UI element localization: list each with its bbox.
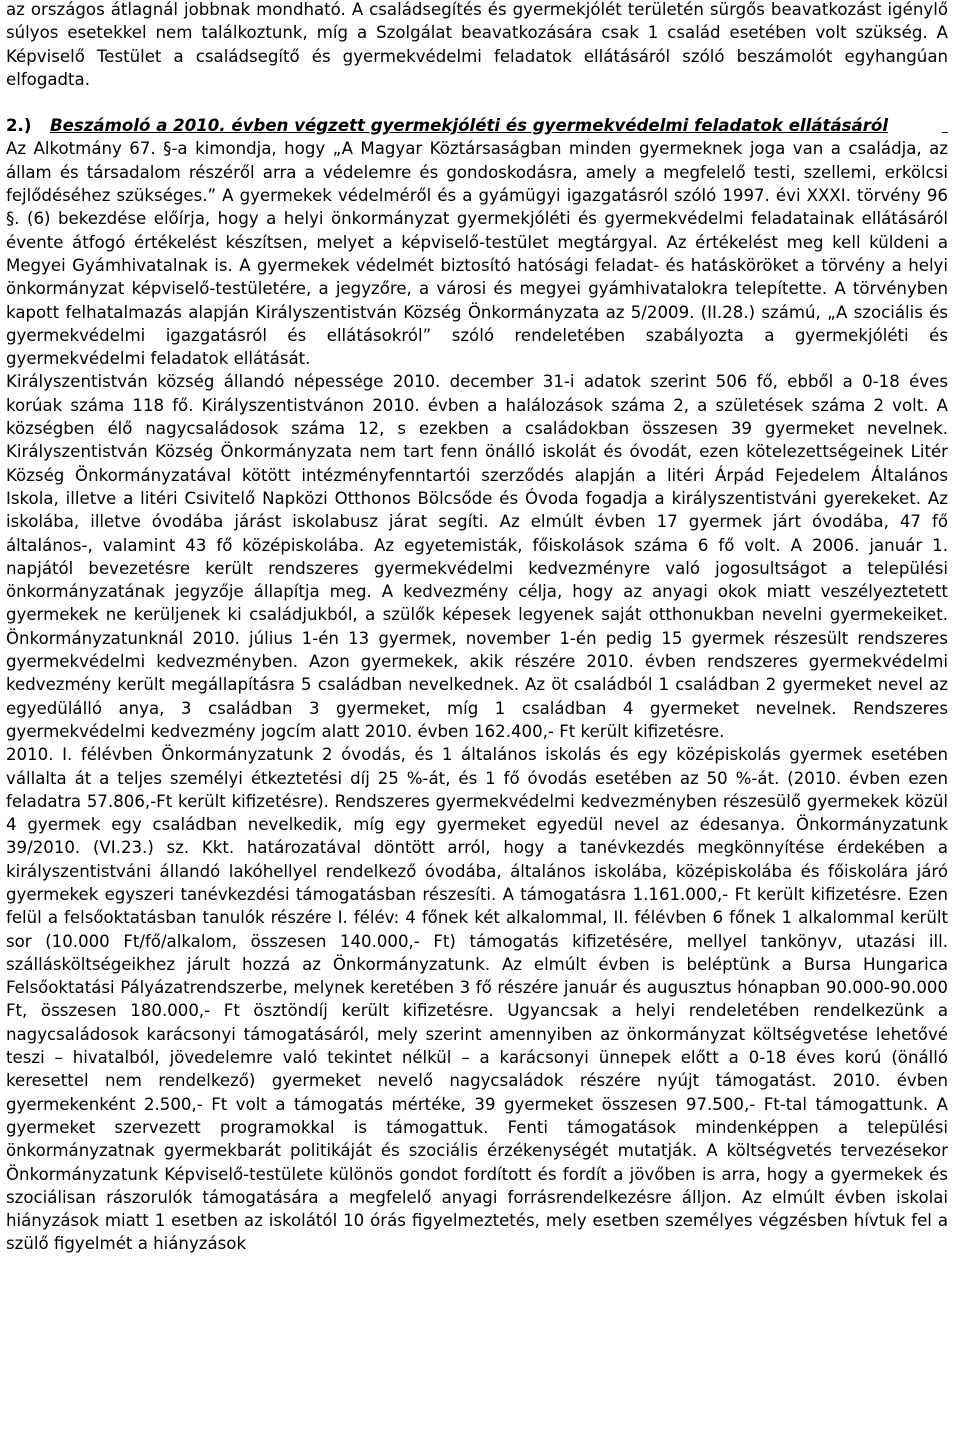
paragraph-alkotmany: Az Alkotmány 67. §-a kimondja, hogy „A Magyar Köztársaságban minden gyermeknek joga van a családja, az állam és társadalom részéről arra a védelemre és gondoskodásra, amely a megfelelő testi, szellemi, erkölcsi fejlődéséhez szükséges.” A gyermekek védelméről és a gyámügyi igazgatásról szóló 1997. évi XXXI. törvény 96 §. (6) bekezdése előírja, hogy a helyi önkormányzat gyermekjóléti és gyermekvédelmi feladatainak ellátásáról évente átfogó értékelést készítsen, melyet a képviselő-testület megtárgyal. Az értékelést meg kell küldeni a Megyei Gyámhivatalnak is. A gyermekek védelmét biztosító hatósági feladat- és hatásköröket a törvény a helyi önkormányzat képviselő-testületére, a jegyzőre, a városi és megyei gyámhivatalokra telepítette. A törvényben kapott felhatalmazás alapján Királyszentistván Község Önkormányzata az 5/2009. (II.28.) számú, „A szociális és gyermekvédelmi igazgatásról és ellátásokról” szóló rendeletében szabályozta a gyermekjóléti és gyermekvédelmi feladatok ellátását. [6, 139, 948, 369]
paragraph-tamogatasok: 2010. I. félévben Önkormányzatunk 2 óvodás, és 1 általános iskolás és egy középiskolás gyermek esetében vállalta át a teljes személyi étkeztetési díj 25 %-át, és 1 fő óvodás esetében az 50 %-át. (2010. évben ezen feladatra 57.806,-Ft került kifizetésre). Rendszeres gyermekvédelmi kedvezményben részesülő gyermekek közül 4 gyermek egy családban nevelkedik, míg egy gyermeket egyedül nevel az édesanya. Önkormányzatunk 39/2010. (VI.23.) sz. Kkt. határozatával döntött arról, hogy a tanévkezdés megkönnyítése érdekében a királyszentistváni állandó lakóhellyel rendelkező óvodába, általános iskolába, középiskolába és főiskolára járó gyermekek egyszeri tanévkezdési támogatásban részesíti. A támogatásra 1.161.000,- Ft került kifizetésre. Ezen felül a felsőoktatásban tanulók részére I. félév: 4 főnek két alkalommal, II. félévben 6 főnek 1 alkalommal került sor (10.000 Ft/fő/alkalom, összesen 140.000,- Ft) támogatás kifizetésére, mellyel tankönyv, utazási ill. szállásköltségeikhez járult hozzá az Önkormányzatunk. Az elmúlt évben is beléptünk a Bursa Hungarica Felsőoktatási Pályázatrendszerbe, melynek keretében 3 fő részére január és augusztus hónapban 90.000-90.000 Ft, összesen 180.000,- Ft ösztöndíj került kifizetésre. Ugyancsak a helyi rendeletében rendelkezünk a nagycsaládosok karácsonyi támogatásáról, mely szerint amennyiben az önkormányzat költségvetése lehetővé teszi – hivatalból, jövedelemre való tekintet nélkül – a karácsonyi ünnepek előtt a 0-18 éves korú (önálló keresettel nem rendelkező) gyermeket nevelő nagycsaládok részére nyújt támogatást. 2010. évben gyermekenként 2.500,- Ft volt a támogatás mértéke, 39 gyermeket összesen 97.500,- Ft-tal támogattunk. A gyermeket szervezett programokkal is támogattuk. Fenti támogatások mindenképpen a települési önkormányzatnak gyermekbarát politikáját és szociális érzékenységét mutatják. A költségvetés tervezésekor Önkormányzatunk Képviselő-testülete különös gondot fordított és fordít a jövőben is arra, hogy a gyermekek és szociálisan rászorulók támogatására a megfelelő anyagi forrásrendelkezésre álljon. Az elmúlt évben iskolai hiányzások miatt 1 esetben az iskolától 10 órás figyelmeztetés, mely esetben személyes végzésben hívtuk fel a szülő figyelmét a hiányzások [6, 745, 948, 1254]
section-number: 2.) [6, 116, 32, 136]
spacer [6, 91, 948, 114]
section-title [50, 114, 942, 137]
section-heading [6, 114, 948, 137]
intro-paragraph: az országos átlagnál jobbnak mondható. A családsegítés és gyermekjólét területén sürgős beavatkozást igénylő súlyos esetekkel nem találkoztunk, míg a Szolgálat beavatkozására csak 1 család esetében volt szükség. A Képviselő Testület a családsegítő és gyermekvédelmi feladatok ellátásáról szóló beszámolót egyhangúan elfogadta. [6, 0, 948, 89]
paragraph-nepesseg: Királyszentistván község állandó népessége 2010. december 31-i adatok szerint 506 fő, ebből a 0-18 éves korúak száma 118 fő. Királyszentistvánon 2010. évben a halálozások száma 2, a születések száma 2 volt. A községben élő nagycsaládosok száma 12, s ezekben a családokban összesen 39 gyermeket nevelnek. Királyszentistván Község Önkormányzata nem tart fenn önálló iskolát és óvodát, ezen kötelezettségeinek Litér Község Önkormányzatával kötött intézményfenntartói szerződés alapján a litéri Árpád Fejedelem Általános Iskola, illetve a litéri Csivitelő Napközi Otthonos Bölcsőde és Óvoda fogadja a királyszentistváni gyerekeket. Az iskolába, illetve óvodába járást iskolabusz járat segíti. Az elmúlt évben 17 gyermek járt óvodába, 47 fő általános-, valamint 43 fő középiskolába. Az egyetemisták, főiskolások száma 6 fő volt. A 2006. január 1. napjától bevezetésre került rendszeres gyermekvédelmi kedvezményre való jogosultságot a települési önkormányzatának jegyzője állapítja meg. A kedvezmény célja, hogy az anyagi okok miatt veszélyeztetett gyermekek ne kerüljenek ki családjukból, a szülők képesek legyenek saját otthonukban nevelni gyermekeiket. Önkormányzatunknál 2010. július 1-én 13 gyermek, november 1-én pedig 15 gyermek részesült rendszeres gyermekvédelmi kedvezményben. Azon gyermekek, akik részére 2010. évben rendszeres gyermekvédelmi kedvezmény került megállapításra 5 családban nevelkednek. Az öt családból 1 családban 2 gyermeket nevel az egyedülálló anya, 3 családban 3 gyermeket, míg 1 családban 4 gyermeket nevelnek. Rendszeres gyermekvédelmi kedvezmény jogcím alatt 2010. évben 162.400,- Ft került kifizetésre. [6, 372, 948, 741]
section-title-text: Beszámoló a 2010. évben végzett gyermekjóléti és gyermekvédelmi feladatok ellátásáról [50, 116, 889, 136]
document-page [6, 0, 948, 1256]
heading-trailing-underline [942, 114, 948, 137]
